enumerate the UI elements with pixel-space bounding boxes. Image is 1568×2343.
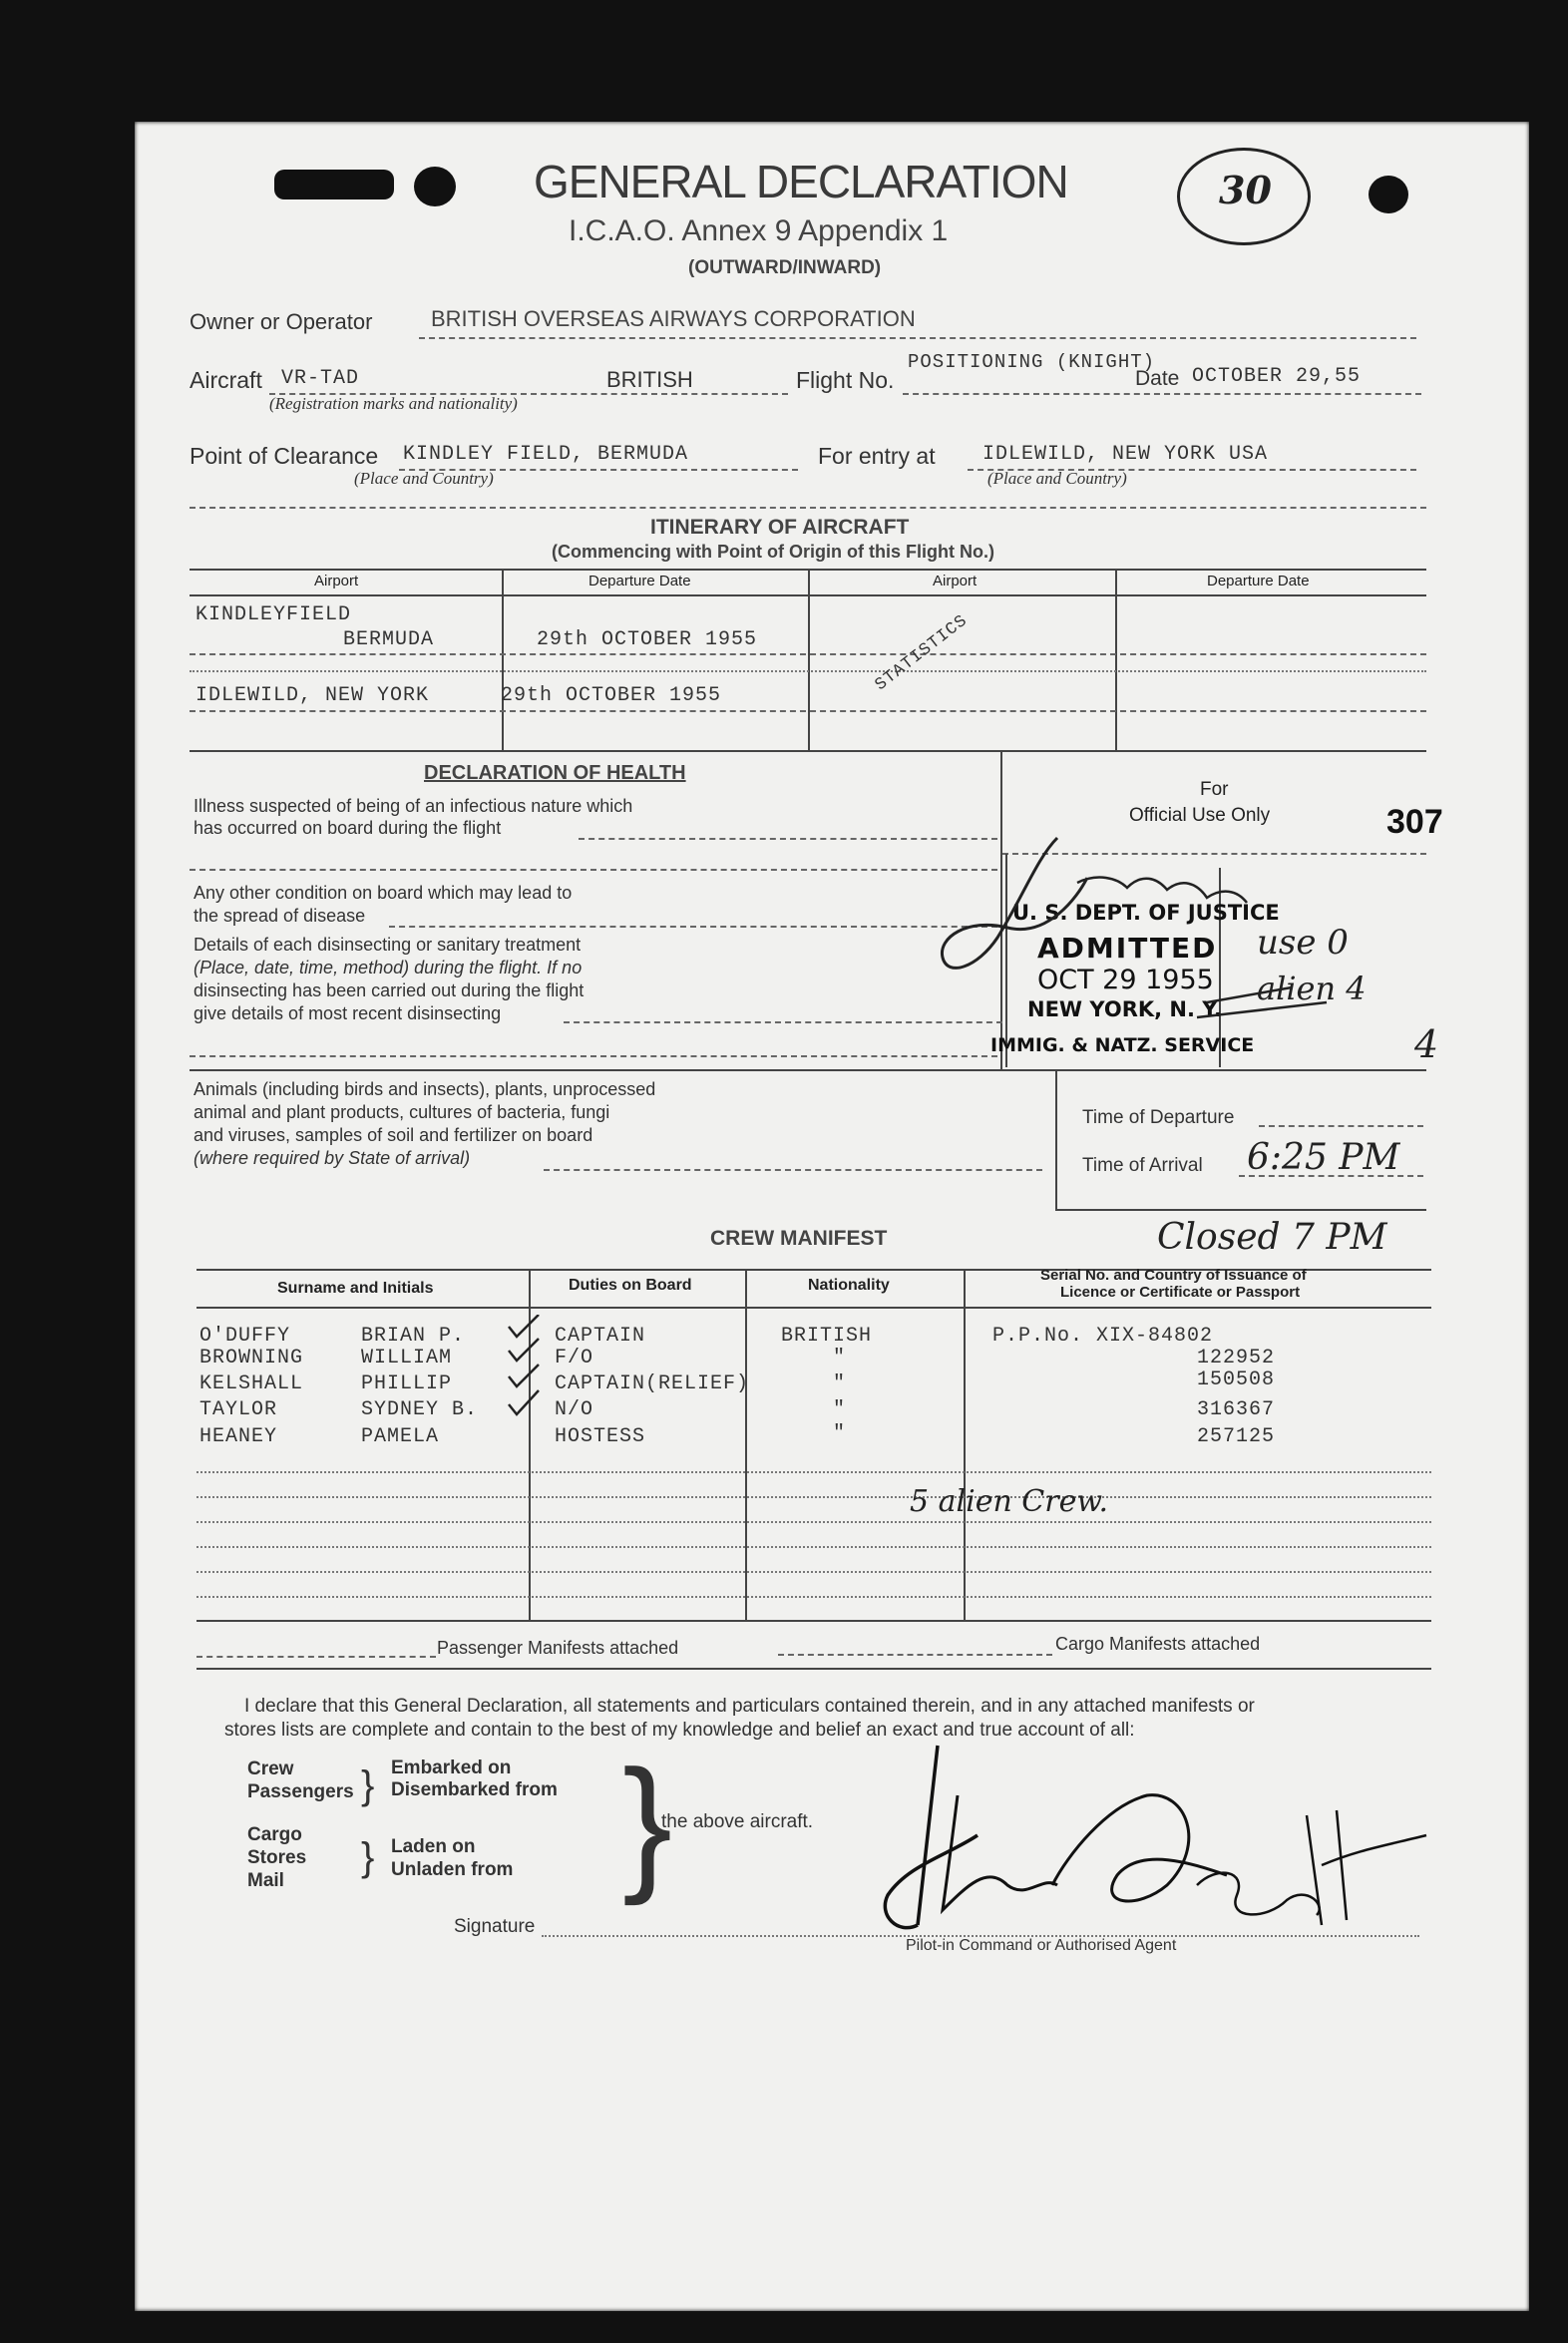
flight-value: POSITIONING (KNIGHT) (908, 351, 1156, 373)
health-q2-line2: the spread of disease (194, 906, 366, 926)
page-subtitle: I.C.A.O. Annex 9 Appendix 1 (569, 214, 949, 247)
crew-row-5-serial: 257125 (1197, 1425, 1276, 1448)
itinerary-row2-airport: IDLEWILD, NEW YORK (196, 684, 430, 707)
embarked-label: Embarked on (391, 1757, 512, 1778)
itinerary-row1-date: 29th OCTOBER 1955 (537, 628, 758, 651)
health-title: DECLARATION OF HEALTH (424, 762, 686, 784)
itinerary-header-date-2: Departure Date (1207, 573, 1310, 589)
arrival-time-value: 6:25 PM (1247, 1137, 1400, 1178)
health-q2-line1: Any other condition on board which may lead to (194, 883, 573, 903)
ink-blot (1369, 176, 1408, 213)
crew-col-sep (745, 1269, 747, 1620)
crew-row-5-surname: HEANEY (199, 1425, 278, 1448)
health-q4-line4: (where required by State of arrival) (194, 1148, 471, 1168)
cargo-manifests-label: Cargo Manifests attached (1055, 1634, 1261, 1654)
health-q2-line (389, 926, 997, 928)
health-q1-line1: Illness suspected of being of an infectious nature which (194, 796, 633, 816)
crew-header-nationality: Nationality (808, 1277, 890, 1294)
crew-bottom-rule (196, 1620, 1431, 1622)
crew-empty-row (196, 1471, 1431, 1473)
health-q4-line2: animal and plant products, cultures of bacteria, fungi (194, 1102, 610, 1122)
flight-label: Flight No. (796, 367, 895, 393)
crew-row-2-initials: WILLIAM (361, 1347, 453, 1369)
ink-blot (414, 167, 456, 206)
crew-row-2-surname: BROWNING (199, 1347, 304, 1369)
health-q4-line1: Animals (including birds and insects), plants, unprocessed (194, 1079, 656, 1099)
date-value: OCTOBER 29,55 (1192, 365, 1362, 388)
official-use-label-top: For (1200, 779, 1229, 800)
official-bottom-rule (1057, 1209, 1426, 1211)
crew-header-rule (196, 1307, 1431, 1309)
date-label: Date (1135, 367, 1180, 390)
crew-row-1-surname: O'DUFFY (199, 1325, 291, 1348)
owner-value: BRITISH OVERSEAS AIRWAYS CORPORATION (431, 306, 916, 331)
itinerary-subtitle: (Commencing with Point of Origin of this Flight No.) (552, 542, 994, 562)
immigration-stamp-service: IMMIG. & NATZ. SERVICE (990, 1034, 1255, 1056)
crew-title: CREW MANIFEST (710, 1227, 888, 1250)
crew-empty-row (196, 1571, 1431, 1573)
itinerary-row-rule (190, 594, 1426, 596)
crew-row-1-serial: P.P.No. XIX-84802 (992, 1325, 1214, 1348)
unladen-label: Unladen from (391, 1859, 514, 1880)
crew-label: Crew (247, 1758, 294, 1779)
crew-header-duties: Duties on Board (569, 1277, 692, 1294)
crew-empty-row (196, 1521, 1431, 1523)
health-q3-line2: (Place, date, time, method) during the flight. If no (194, 958, 583, 977)
owner-label: Owner or Operator (190, 309, 373, 334)
registration-caption: (Registration marks and nationality) (269, 394, 518, 413)
crew-row-4-initials: SYDNEY B. (361, 1398, 479, 1421)
crew-row-1-nationality: BRITISH (781, 1325, 873, 1348)
itinerary-bottom-rule (190, 750, 1426, 752)
pilot-caption: Pilot-in Command or Authorised Agent (906, 1937, 1177, 1954)
health-q3-line1: Details of each disinsecting or sanitary treatment (194, 935, 582, 955)
immigration-stamp-admitted: ADMITTED (1037, 932, 1218, 965)
itinerary-row-line (190, 670, 1426, 672)
section-divider (190, 507, 1426, 509)
crew-row-2-duty: F/O (555, 1347, 594, 1369)
page-title: GENERAL DECLARATION (534, 156, 1068, 207)
immigration-stamp-city: NEW YORK, N. Y. (1027, 997, 1223, 1021)
crew-row-4-surname: TAYLOR (199, 1398, 278, 1421)
official-use-number: 307 (1386, 803, 1443, 841)
crew-hand-note: 5 alien Crew. (910, 1484, 1109, 1519)
crew-empty-row (196, 1496, 1431, 1498)
crew-row-3-initials: PHILLIP (361, 1372, 453, 1395)
brace-large: } (622, 1739, 673, 1906)
cargo-manifests-line (778, 1654, 1052, 1656)
crew-empty-row (196, 1596, 1431, 1598)
itinerary-header-airport-1: Airport (314, 573, 359, 589)
departure-time-line (1259, 1125, 1423, 1127)
itinerary-col-sep (808, 571, 810, 752)
pilot-signature (868, 1736, 1436, 1965)
health-q3-line3: disinsecting has been carried out during the flight (194, 980, 585, 1000)
signature-label: Signature (454, 1916, 536, 1937)
crew-row-1-duty: CAPTAIN (555, 1325, 646, 1348)
passenger-manifests-label: Passenger Manifests attached (437, 1638, 679, 1658)
crew-col-sep (964, 1269, 966, 1620)
stores-label: Stores (247, 1847, 307, 1868)
passenger-manifests-line (196, 1656, 436, 1658)
crew-row-3-nationality: " (833, 1372, 847, 1395)
crew-header-serial-2: Licence or Certificate or Passport (1060, 1284, 1301, 1301)
itinerary-header-airport-2: Airport (933, 573, 978, 589)
above-aircraft-label: the above aircraft. (661, 1811, 814, 1832)
itinerary-row1-airport: KINDLEYFIELD (196, 603, 352, 626)
official-note-use: use 0 (1257, 923, 1349, 963)
aircraft-label: Aircraft (190, 367, 262, 393)
itinerary-header-date-1: Departure Date (588, 573, 691, 589)
itinerary-title: ITINERARY OF AIRCRAFT (650, 516, 910, 539)
official-note-alien: alien 4 (1257, 970, 1367, 1007)
itinerary-row-line (190, 653, 1426, 655)
crew-row-4-nationality: " (833, 1398, 847, 1421)
crew-row-5-initials: PAMELA (361, 1425, 440, 1448)
entry-label: For entry at (818, 443, 936, 469)
laden-label: Laden on (391, 1836, 476, 1857)
clearance-caption: (Place and Country) (354, 469, 494, 488)
disembarked-label: Disembarked from (391, 1779, 558, 1800)
crew-row-5-duty: HOSTESS (555, 1425, 646, 1448)
immigration-stamp-date: OCT 29 1955 (1037, 965, 1214, 995)
health-row-line (190, 1055, 997, 1057)
departure-time-label: Time of Departure (1082, 1107, 1235, 1128)
itinerary-col-sep (502, 571, 504, 752)
itinerary-row2-date: 29th OCTOBER 1955 (501, 684, 722, 707)
aircraft-registration: VR-TAD (281, 367, 360, 390)
direction-caption: (OUTWARD/INWARD) (688, 257, 882, 278)
crew-row-2-serial: 122952 (1197, 1347, 1276, 1369)
crew-row-1-initials: BRIAN P. (361, 1325, 466, 1348)
cargo-label: Cargo (247, 1824, 302, 1845)
passengers-label: Passengers (247, 1781, 354, 1802)
entry-value: IDLEWILD, NEW YORK USA (982, 443, 1269, 466)
mail-label: Mail (247, 1870, 284, 1891)
itinerary-col-sep (1115, 571, 1117, 752)
crew-header-serial-1: Serial No. and Country of Issuance of (1040, 1267, 1307, 1284)
corner-number: 30 (1219, 168, 1272, 212)
closed-note: Closed 7 PM (1157, 1217, 1387, 1258)
official-use-label: Official Use Only (1129, 805, 1271, 826)
crew-empty-row (196, 1546, 1431, 1548)
health-q3-line4: give details of most recent disinsecting (194, 1003, 502, 1023)
itinerary-row1-airport-country: BERMUDA (343, 628, 435, 651)
owner-line (419, 337, 1416, 339)
clearance-label: Point of Clearance (190, 443, 379, 469)
declaration-line-2: stores lists are complete and contain to the best of my knowledge and belief an exact and true account of all: (224, 1720, 1135, 1741)
crew-row-5-nationality: " (833, 1422, 847, 1445)
immigration-stamp-dept: U. S. DEPT. OF JUSTICE (1012, 901, 1280, 925)
arrival-time-label: Time of Arrival (1082, 1155, 1203, 1176)
flight-line (903, 393, 1421, 395)
crew-row-3-surname: KELSHALL (199, 1372, 304, 1395)
attachments-rule (196, 1668, 1431, 1670)
crew-row-4-serial: 316367 (1197, 1398, 1276, 1421)
ink-blot (274, 170, 394, 199)
health-row-line (190, 869, 997, 871)
entry-caption: (Place and Country) (987, 469, 1127, 488)
crew-row-3-serial: 150508 (1197, 1368, 1276, 1391)
arrival-time-line (1239, 1175, 1423, 1177)
itinerary-row-line (190, 710, 1426, 712)
departure-box-left (1055, 1071, 1057, 1211)
crew-row-2-nationality: " (833, 1347, 847, 1369)
brace-small: } (361, 1763, 375, 1807)
health-q1-line2: has occurred on board during the flight (194, 818, 502, 838)
official-note-total: 4 (1414, 1022, 1439, 1066)
health-q4-line3: and viruses, samples of soil and fertilizer on board (194, 1125, 593, 1145)
declaration-line-1: I declare that this General Declaration, all statements and particulars contained therein, and in any attached manifests or (244, 1696, 1255, 1717)
brace-small: } (361, 1835, 375, 1879)
statistics-stamp: STATISTICS (872, 611, 973, 695)
crew-check-marks (499, 1315, 559, 1454)
aircraft-nationality: BRITISH (606, 367, 693, 392)
health-q4-line (544, 1169, 1042, 1171)
crew-row-3-duty: CAPTAIN(RELIEF) (555, 1372, 750, 1395)
crew-header-surname: Surname and Initials (277, 1280, 434, 1297)
clearance-value: KINDLEY FIELD, BERMUDA (403, 443, 689, 466)
crew-row-4-duty: N/O (555, 1398, 594, 1421)
